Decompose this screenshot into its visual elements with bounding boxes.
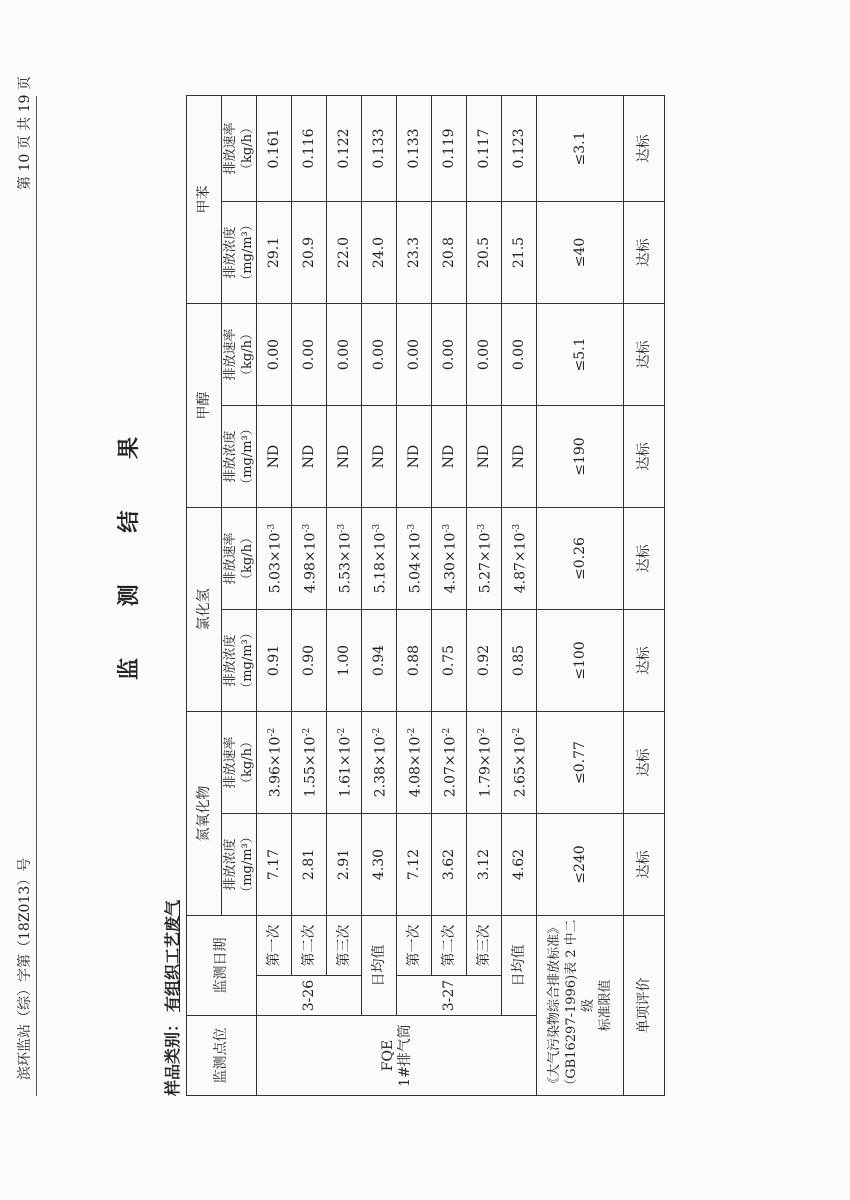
value-cell — [327, 610, 362, 712]
unit-label: 排放速率 — [223, 122, 238, 175]
exponent: -3 — [406, 523, 417, 533]
value-cell — [327, 304, 362, 406]
value-cell — [467, 508, 502, 610]
exponent: -2 — [301, 727, 312, 737]
exponent: -3 — [266, 523, 277, 533]
table-row — [502, 96, 537, 1096]
site-line: FQE — [379, 1039, 396, 1072]
unit-text: （kg/h） — [240, 121, 255, 176]
value-cell — [362, 304, 397, 406]
value-text: 0.122 — [335, 128, 352, 169]
value-text: 0.91 — [265, 644, 282, 677]
value-cell — [362, 96, 397, 202]
table-row — [327, 96, 362, 1096]
exponent: -3 — [511, 523, 522, 533]
value-text: 29.1 — [265, 236, 282, 269]
exponent: -2 — [406, 727, 417, 737]
value-text: 3.96×10 — [267, 736, 284, 798]
value-cell — [292, 96, 327, 202]
row-label: 第二次 — [292, 916, 327, 976]
value-cell — [292, 406, 327, 508]
value-text: 0.85 — [510, 644, 527, 677]
value-cell — [432, 96, 467, 202]
table-row — [432, 96, 467, 1096]
row-label: 第一次 — [397, 916, 432, 976]
value-cell — [467, 712, 502, 814]
unit-text: （mg/m³） — [240, 422, 255, 491]
evaluation-value: 达标 — [624, 508, 665, 610]
value-text: 0.161 — [265, 128, 282, 169]
exponent: -2 — [511, 727, 522, 737]
date-cell: 3-26 — [257, 976, 362, 1016]
value-text: ND — [475, 444, 492, 469]
date-cell: 3-27 — [397, 976, 502, 1016]
evaluation-value: 达标 — [624, 406, 665, 508]
value-text: 2.65×10 — [512, 736, 529, 798]
standard-line: 《大气污染物综合排放标准》 — [547, 921, 562, 1091]
header-date: 监测日期 — [187, 916, 257, 1016]
standard-value: ≤100 — [537, 610, 624, 712]
value-text: 3.62 — [440, 848, 457, 881]
unit-label: 排放浓度 — [223, 430, 238, 483]
standard-line: 标准限值 — [598, 979, 613, 1032]
exponent: -3 — [301, 523, 312, 533]
value-cell — [467, 202, 502, 304]
sample-type-label: 样品类别： — [163, 1015, 182, 1096]
evaluation-value: 达标 — [624, 304, 665, 406]
value-cell — [502, 712, 537, 814]
value-text: 3.12 — [475, 848, 492, 881]
exponent: -2 — [266, 727, 277, 737]
value-cell — [257, 304, 292, 406]
value-text: 2.38×10 — [372, 736, 389, 798]
value-text: 5.53×10 — [337, 532, 354, 594]
table-header-row — [187, 96, 222, 1096]
value-cell — [467, 406, 502, 508]
table-row — [397, 96, 432, 1096]
results-table-wrap — [186, 96, 665, 1096]
value-text: 4.08×10 — [407, 736, 424, 798]
value-text: 4.30 — [370, 848, 387, 881]
standard-value: ≤5.1 — [537, 304, 624, 406]
value-cell — [432, 304, 467, 406]
value-text: 2.91 — [335, 848, 352, 881]
unit-header — [222, 304, 257, 406]
value-text: ND — [405, 444, 422, 469]
value-text: ND — [265, 444, 282, 469]
value-text: 0.00 — [475, 338, 492, 371]
row-label: 日均值 — [362, 916, 397, 1016]
value-text: 4.98×10 — [302, 532, 319, 594]
value-text: 20.9 — [300, 236, 317, 269]
table-body — [257, 96, 665, 1096]
value-cell — [432, 712, 467, 814]
evaluation-value: 达标 — [624, 814, 665, 916]
value-text: 0.00 — [405, 338, 422, 371]
value-text: 0.00 — [335, 338, 352, 371]
unit-text: （mg/m³） — [240, 626, 255, 695]
exponent: -2 — [336, 727, 347, 737]
header-pollutant: 氯化氢 — [187, 508, 222, 712]
value-text: 0.00 — [370, 338, 387, 371]
value-cell — [292, 304, 327, 406]
evaluation-value: 达标 — [624, 202, 665, 304]
value-cell — [397, 814, 432, 916]
value-cell — [362, 610, 397, 712]
value-text: 0.00 — [510, 338, 527, 371]
row-label: 第一次 — [257, 916, 292, 976]
unit-label: 排放速率 — [223, 532, 238, 585]
unit-label: 排放速率 — [223, 328, 238, 381]
standard-value: ≤0.77 — [537, 712, 624, 814]
standard-value: ≤240 — [537, 814, 624, 916]
header-pollutant: 甲苯 — [187, 96, 222, 304]
value-cell — [432, 406, 467, 508]
value-text: 0.117 — [475, 128, 492, 169]
value-text: 21.5 — [510, 236, 527, 269]
value-cell — [467, 304, 502, 406]
value-text: 0.00 — [440, 338, 457, 371]
page-number: 第 10 页 共 19 页 — [17, 76, 33, 190]
results-table — [186, 95, 665, 1096]
unit-header — [222, 202, 257, 304]
value-cell — [502, 202, 537, 304]
value-cell — [397, 610, 432, 712]
value-text: 1.61×10 — [337, 736, 354, 798]
value-text: 1.55×10 — [302, 736, 319, 798]
unit-label: 排放速率 — [223, 736, 238, 789]
value-cell — [432, 610, 467, 712]
value-cell — [327, 712, 362, 814]
value-text: 0.90 — [300, 644, 317, 677]
value-text: 2.07×10 — [442, 736, 459, 798]
value-cell — [292, 610, 327, 712]
unit-header — [222, 712, 257, 814]
value-cell — [327, 96, 362, 202]
value-text: 4.30×10 — [442, 532, 459, 594]
value-text: 2.81 — [300, 848, 317, 881]
value-cell — [257, 406, 292, 508]
unit-header — [222, 814, 257, 916]
unit-label: 排放浓度 — [223, 838, 238, 891]
exponent: -3 — [371, 523, 382, 533]
unit-label: 排放浓度 — [223, 634, 238, 687]
value-cell — [467, 610, 502, 712]
value-cell — [502, 304, 537, 406]
evaluation-value: 达标 — [624, 610, 665, 712]
value-cell — [467, 96, 502, 202]
evaluation-row — [624, 96, 665, 1096]
exponent: -2 — [441, 727, 452, 737]
value-text: 5.18×10 — [372, 532, 389, 594]
unit-text: （kg/h） — [240, 327, 255, 382]
standard-value: ≤0.26 — [537, 508, 624, 610]
value-text: 0.94 — [370, 644, 387, 677]
value-text: 4.87×10 — [512, 532, 529, 594]
row-label: 日均值 — [502, 916, 537, 1016]
unit-header — [222, 406, 257, 508]
unit-header — [222, 508, 257, 610]
value-cell — [257, 202, 292, 304]
table-row — [292, 96, 327, 1096]
standard-value: ≤3.1 — [537, 96, 624, 202]
value-cell — [292, 202, 327, 304]
value-text: 5.04×10 — [407, 532, 424, 594]
value-text: ND — [335, 444, 352, 469]
value-text: 22.0 — [335, 236, 352, 269]
value-cell — [432, 814, 467, 916]
value-text: 0.133 — [405, 128, 422, 169]
exponent: -3 — [336, 523, 347, 533]
header-site: 监测点位 — [187, 1016, 257, 1096]
value-cell — [502, 610, 537, 712]
header-pollutant: 甲醇 — [187, 304, 222, 508]
unit-text: （kg/h） — [240, 735, 255, 790]
sample-type — [160, 900, 183, 1096]
header-pollutant: 氮氧化物 — [187, 712, 222, 916]
value-cell — [292, 814, 327, 916]
value-text: 20.8 — [440, 236, 457, 269]
value-cell — [327, 508, 362, 610]
page-title: 监 测 结 果 — [116, 415, 142, 680]
value-cell — [432, 202, 467, 304]
table-row — [362, 96, 397, 1096]
value-text: 0.92 — [475, 644, 492, 677]
value-cell — [257, 814, 292, 916]
value-cell — [397, 508, 432, 610]
unit-text: （kg/h） — [240, 531, 255, 586]
value-cell — [292, 712, 327, 814]
value-text: 5.27×10 — [477, 532, 494, 594]
unit-header — [222, 610, 257, 712]
value-text: 24.0 — [370, 236, 387, 269]
evaluation-label: 单项评价 — [624, 916, 665, 1096]
value-cell — [362, 712, 397, 814]
exponent: -2 — [371, 727, 382, 737]
exponent: -3 — [476, 523, 487, 533]
value-text: 0.00 — [300, 338, 317, 371]
evaluation-value: 达标 — [624, 96, 665, 202]
value-text: ND — [370, 444, 387, 469]
value-cell — [362, 406, 397, 508]
value-cell — [327, 814, 362, 916]
value-cell — [257, 712, 292, 814]
value-cell — [362, 814, 397, 916]
value-cell — [397, 304, 432, 406]
value-text: ND — [440, 444, 457, 469]
value-text: 0.00 — [265, 338, 282, 371]
standard-row — [537, 96, 624, 1096]
value-text: 0.133 — [370, 128, 387, 169]
value-cell — [257, 96, 292, 202]
value-cell — [502, 814, 537, 916]
value-text: 20.5 — [475, 236, 492, 269]
value-text: 0.88 — [405, 644, 422, 677]
value-cell — [257, 610, 292, 712]
value-cell — [502, 508, 537, 610]
value-text: 7.12 — [405, 848, 422, 881]
evaluation-value: 达标 — [624, 712, 665, 814]
value-text: 7.17 — [265, 848, 282, 881]
unit-label: 排放浓度 — [223, 226, 238, 279]
value-text: 23.3 — [405, 236, 422, 269]
value-text: 1.79×10 — [477, 736, 494, 798]
table-row — [257, 96, 292, 1096]
value-text: 0.75 — [440, 644, 457, 677]
site-cell — [257, 1016, 537, 1096]
row-label: 第二次 — [432, 916, 467, 976]
header-divider — [36, 96, 37, 1096]
value-text: ND — [510, 444, 527, 469]
value-cell — [257, 508, 292, 610]
sample-type-value: 有组织工艺废气 — [163, 899, 182, 1012]
row-label: 第三次 — [327, 916, 362, 976]
exponent: -2 — [476, 727, 487, 737]
value-text: 4.62 — [510, 848, 527, 881]
standard-value: ≤40 — [537, 202, 624, 304]
site-line: 1#排气筒 — [396, 1024, 413, 1087]
value-cell — [362, 508, 397, 610]
value-cell — [467, 814, 502, 916]
row-label: 第三次 — [467, 916, 502, 976]
report-number: 滨环监站（综）字第（18Z013）号 — [17, 857, 33, 1080]
value-cell — [397, 406, 432, 508]
standard-line: （GB16297-1996)表 2 中二级 — [564, 919, 596, 1092]
unit-header — [222, 96, 257, 202]
value-text: 0.119 — [440, 128, 457, 169]
value-cell — [327, 202, 362, 304]
value-cell — [432, 508, 467, 610]
value-text: 0.116 — [300, 128, 317, 169]
value-text: 1.00 — [335, 644, 352, 677]
value-cell — [397, 96, 432, 202]
value-text: 5.03×10 — [267, 532, 284, 594]
exponent: -3 — [441, 523, 452, 533]
value-cell — [292, 508, 327, 610]
value-cell — [397, 712, 432, 814]
value-text: ND — [300, 444, 317, 469]
value-cell — [362, 202, 397, 304]
table-row — [467, 96, 502, 1096]
value-cell — [397, 202, 432, 304]
value-cell — [327, 406, 362, 508]
value-cell — [502, 96, 537, 202]
standard-value: ≤190 — [537, 406, 624, 508]
value-text: 0.123 — [510, 128, 527, 169]
value-cell — [502, 406, 537, 508]
standard-label — [537, 916, 624, 1096]
unit-text: （mg/m³） — [240, 830, 255, 899]
unit-text: （mg/m³） — [240, 218, 255, 287]
